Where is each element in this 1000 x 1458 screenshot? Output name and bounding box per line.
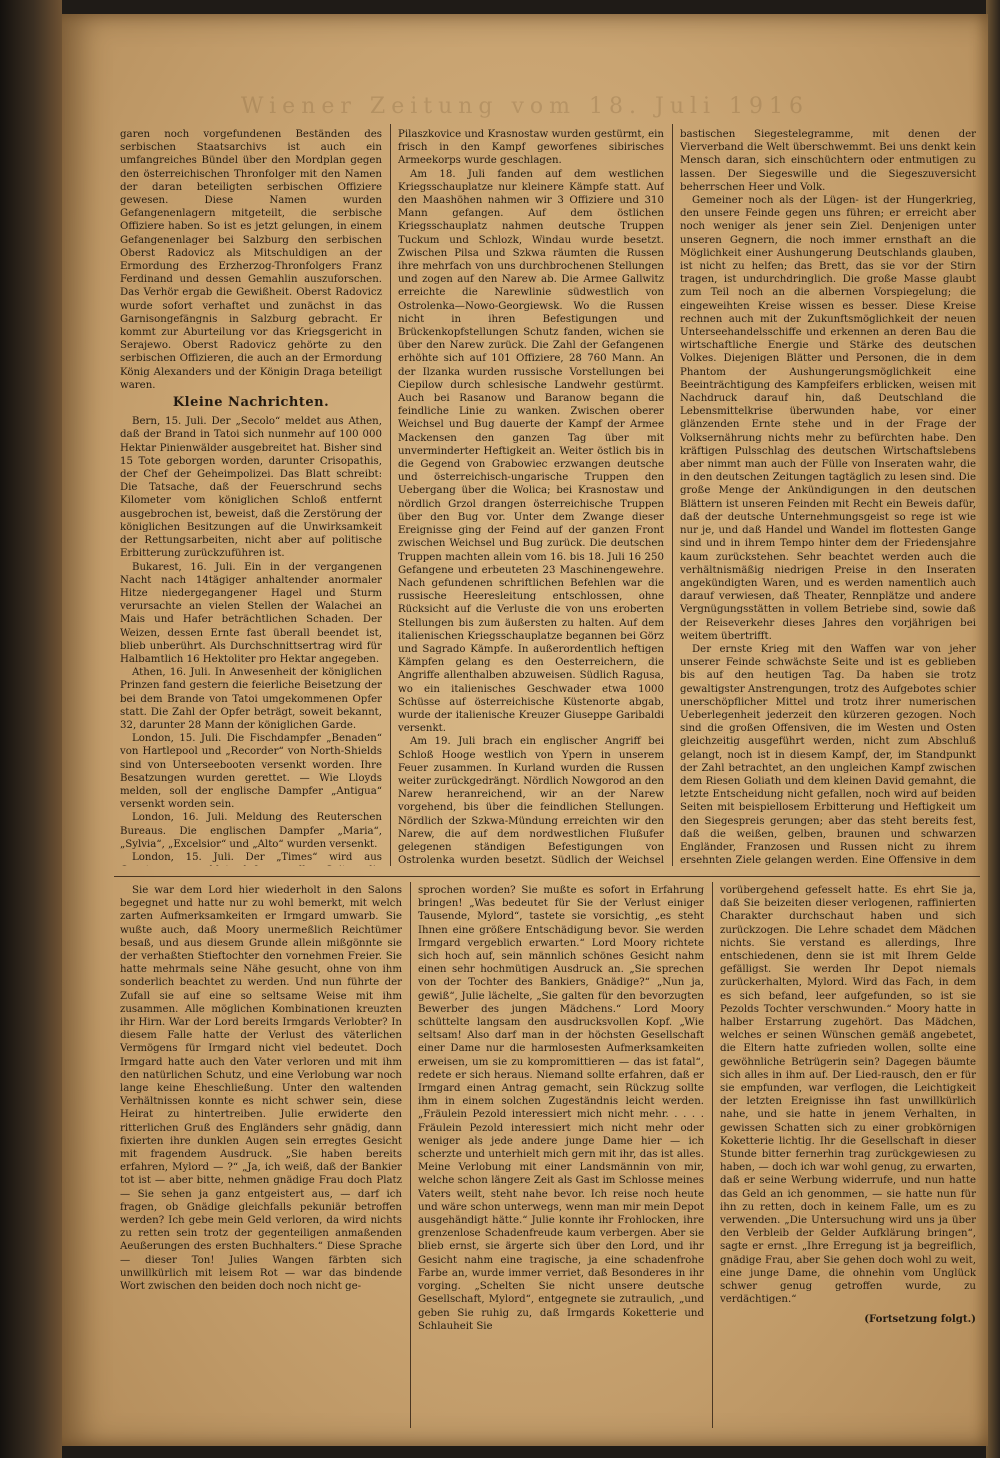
vorm-jahr-19-juli: Am 19. Juli brach ein englischer Angriff bei Schloß Hooge westlich von Ypern in unserem Feuer zusammen. In Kurland wurden die Russen weiter zurückgedrängt. Nördlich Nowgorod an den Narew heranreichend, wir an der Narew vorgehend, bis über die feindlichen Stellungen. Nördlich der Szkwa-Mündung erreichten wir den Narew, die auf dem nordwestlichen Flußufer gelegenen ständigen Befestigungen von Ostrolenka wurden besetzt. Südlich der Weichsel [398, 736, 664, 866]
column-3 [680, 128, 976, 866]
to-be-continued: (Fortsetzung folgt.) [864, 1312, 976, 1325]
news-london-1: London, 15. Juli. Die Fischdampfer „Benaden“ von Hartlepool und „Recorder“ von North-Shields sind von Unterseebooten versenkt worden. Ihre Besatzungen wurden gerettet. — Wie Lloyds melden, soll der englische Dampfer „Antigua“ versenkt worden sein. [120, 733, 382, 811]
feuilleton-rule-1 [410, 882, 411, 1428]
column-rule-2 [672, 124, 673, 866]
column-1 [120, 128, 382, 866]
book-binding-left [0, 0, 62, 1458]
luegenkrieg-continued: bastischen Siegestelegramme, mit denen der Vierverband die Welt überschwemmt. Bei uns denkt kein Mensch daran, sich einschüchtern oder entmutigen zu lassen. Der Siegeswille und die Siegeszuversicht beherrschen Heer und Volk. [680, 129, 976, 193]
news-london-2: London, 16. Juli. Meldung des Reuterschen Bureaus. Die englischen Dampfer „Maria“, „Sylvia“, „Excelsior“ und „Alto“ wurden versenkt. [120, 812, 382, 850]
column-rule-1 [390, 124, 391, 866]
article-radovicz: garen noch vorgefundenen Beständen des serbischen Staatsarchivs ist auch ein umfangreiches Bündel über den Mordplan gegen den österreichischen Thronfolger mit den Namen der daran beteiligten serbischen Offiziere gewesen. Diese Namen wurden Gefangenenlagern mitgeteilt, die serbische Offiziere haben. So ist es jetzt gelungen, in einem Gefangenenlager bei Salzburg den serbischen Oberst Radovicz als Mitschuldigen an der Ermordung des Erzherzog-Thronfolgers Franz Ferdinand und dessen Gemahlin auszuforschen. Das Verhör ergab die Gewißheit. Oberst Radovicz wurde sofort verhaftet und zunächst in das Garnisongefängnis in Salzburg gebracht. Er kommt zur Aburteilung vor das Kriegsgericht in Serajewo. Oberst Radovicz gehörte zu den serbischen Offizieren, die auch an der Ermordung König Alexanders und der Königin Draga beteiligt waren. [120, 129, 382, 391]
feuilleton-separator [114, 876, 980, 877]
book-binding-right [986, 0, 1000, 1458]
waffenkrieg: Der ernste Krieg mit den Waffen war von jeher unserer Feinde schwächste Seite und ist es geblieben bis auf den heutigen Tag. Da haben sie trotz gewaltigster Anstrengungen, trotz des Aufgebotes schier unerschöpflicher Mittel und trotz ihrer numerischen Ueberlegenheit jederzeit den kürzeren gezogen. Noch sind die großen Offensiven, die im Westen und Osten gleichzeitig ausgeführt werden, nicht zum Abschluß gelangt, noch ist in diesem Kampf, der, im Standpunkt der Zahl betrachtet, an den ungleichen Kampf zwischen dem Riesen Goliath und dem kleinen David gemahnt, die letzte Entscheidung nicht gefallen, noch wird auf beiden Seiten mit beispiellosem Erbitterung und Heftigkeit um den Siegespreis gerungen; aber das steht bereits fest, daß die weißen, gelben, braunen und schwarzen Engländer, Franzosen und Russen nicht zu ihrem ersehnten Ziele gelangen werden. Eine Offensive in dem [680, 643, 976, 866]
vorm-jahr-18-juli: Am 18. Juli fanden auf dem westlichen Kriegsschauplatze nur kleinere Kämpfe statt. Auf den Maashöhen nahmen wir 3 Offiziere und 310 Mann gefangen. Auf dem östlichen Kriegsschauplatz nahmen deutsche Truppen Tuckum und Schlozk, Windau wurde besetzt. Zwischen Pilsa und Szkwa räumten die Russen ihre mehrfach von uns durchbrochenen Stellungen und zogen auf den Narew ab. Die Armee Gallwitz erreichte die Narewlinie südwestlich von Ostrolenka—Nowo-Georgiewsk. Wo die Russen nicht in ihren Befestigungen und Brückenkopfstellungen Schutz fanden, wichen sie über den Narew zurück. Die Zahl der Gefangenen erhöhte sich auf 101 Offiziere, 28 760 Mann. An der Ilzanka wurden russische Vorstellungen bei Ciepilow durch schlesische Landwehr gestürmt. Auch bei Rasanow und Baranow begann die feindliche Linie zu wanken. Zwischen oberer Weichsel und Bug dauerte der Kampf der Armee Mackensen den ganzen Tag über mit unverminderter Heftigkeit an. Weiter östlich bis in die Gegend von Grabowiec erzwangen deutsche und österreichisch-ungarische Truppen den Uebergang über die Wolica; bei Krasnostaw und nördlich Grzol drangen österreichische Truppen über den Bug vor. Unter dem Zwange dieser Ereignisse ging der Feind auf der ganzen Front zwischen Weichsel und Bug zurück. Die deutschen Truppen machten allein vom 16. bis 18. Juli 16 250 Gefangene und erbeuteten 23 Maschinengewehre. Nach gefundenen schriftlichen Befehlen war die russische Heeresleitung entschlossen, ohne Rücksicht auf die Verluste die von uns eroberten Stellungen bis zum äußersten zu halten. Auf dem italienischen Kriegsschauplatze begannen bei Görz und Sagrado Kämpfe. In außerordentlich heftigen Kämpfen gelang es den Oesterreichern, die Angriffe allenthalben abzuweisen. Südlich Ragusa, wo ein italienisches Geschwader etwa 1000 Schüsse auf österreichische Küstenorte abgab, wurde der italienische Kreuzer Giuseppe Garibaldi versenkt. [398, 168, 664, 735]
news-athen: Athen, 16. Juli. In Anwesenheit der königlichen Prinzen fand gestern die feierliche Beisetzung der bei dem Brande von Tatoi umgekommenen Opfer statt. Die Zahl der Opfer beträgt, soweit bekannt, 32, darunter 28 Mann der königlichen Garde. [120, 667, 382, 731]
column-2 [398, 128, 664, 866]
news-london-3: London, 15. Juli. Der „Times“ wird aus [132, 851, 382, 863]
feuilleton-column-2 [418, 884, 704, 1424]
hungerkrieg: Gemeiner noch als der Lügen- ist der Hungerkrieg, den unsere Feinde gegen uns führen; er erreicht aber noch weniger als jener sein Ziel. Denjenigen unter unseren Gegnern, die noch immer ernsthaft an die Möglichkeit einer Aushungerung Deutschlands glauben, ist nicht zu helfen; das Brett, das sie vor der Stirn tragen, ist undurchdringlich. Die große Masse glaubt zum Teil noch an die albernen Vorspiegelung; die eingeweihten Kreise wissen es besser. Diese Kreise rechnen auch mit der Zukunftsmöglichkeit der neuen Unterseehandelsschiffe und erkennen an deren Bau die wirtschaftliche Energie und Stärke des deutschen Volkes. Diejenigen Blätter und Personen, die in dem Phantom der Aushungerungsmöglichkeit eine Beeinträchtigung des Kampfeifers erblicken, weisen mit Nachdruck darauf hin, daß Deutschland die Lebensmittelkrise überwunden habe, vor einer glänzenden Ernte stehe und in der Frage der Volksernährung nichts mehr zu befürchten habe. Den kräftigen Pulsschlag des deutschen Wirtschaftslebens aber nimmt man auch der Fülle von Inseraten wahr, die in den deutschen Zeitungen tagtäglich zu lesen sind. Die große Menge der Ankündigungen in den deutschen Blättern ist unseren Feinden mit Recht ein Beweis dafür, daß der deutsche Unternehmungsgeist so rege ist wie nur je, und daß Handel und Wandel im flottesten Gange sind und in ihrem Tempo hinter dem der Friedensjahre kaum zurückstehen. Sehr beachtet werden auch die verhältnismäßig niedrigen Preise in den Inseraten angekündigten Waren, und es werden namentlich auch darauf verwiesen, daß Theater, Rennplätze und andere Vergnügungsstätten in vollem Betriebe sind, sowie daß der Reiseverkehr dieses Jahres den vorjährigen bei weitem übertrifft. [680, 195, 976, 642]
novel-text-2: sprochen worden? Sie mußte es sofort in Erfahrung bringen! „Was bedeutet für Sie der Verlust einiger Tausende, Mylord“, tastete sie vorsichtig, „es steht Ihnen eine größere Entschädigung bevor. Sie werden Irmgard vergeblich erwarten.“ Lord Moory richtete sich hoch auf, sein männlich schönes Gesicht nahm einen sehr hochmütigen Ausdruck an. „Sie sprechen von der Tochter des Bankiers, Gnädige?“ „Nun ja, gewiß“, Julie lächelte, „Sie galten für den bevorzugten Bewerber des jungen Mädchens.“ Lord Moory schüttelte langsam den ausdrucksvollen Kopf. „Wie seltsam! Also darf man in der höchsten Gesellschaft einer Dame nur die harmlosesten Aufmerksamkeiten erweisen, um sie zu kompromittieren — das ist fatal“, redete er sich heraus. Niemand sollte erfahren, daß er Irmgard einen Antrag gemacht, sein Rückzug sollte ihm in einem solchen Zugeständnis leicht werden. „Fräulein Pezold interessiert mich nicht mehr. . . . . Fräulein Pezold interessiert mich nicht mehr oder weniger als jede andere junge Dame hier — ich scherzte und unterhielt mich gern mit ihr, das ist alles. Meine Verlobung mit einer Landsmännin von mir, welche schon längere Zeit als Gast im Schlosse meines Vaters weilt, steht nahe bevor. Ich reise noch heute und wäre schon unterwegs, wenn man mir mein Depot ausgehändigt hätte.“ Julie konnte ihr Frohlocken, ihre grenzenlose Schadenfreude kaum verbergen. Aber sie blieb ernst, sie ärgerte sich über den Lord, und ihr Gesicht nahm eine tragische, ja eine schadenfrohe Farbe an, wurde immer verriet, daß Besonderes in ihr vorging. „Schelten Sie nicht unsere deutsche Gesellschaft, Mylord“, entgegnete sie zutraulich, „und geben Sie ruhig zu, daß Irmgards Koketterie und Schlauheit Sie [418, 885, 704, 1332]
feuilleton-column-3 [720, 884, 976, 1424]
vorm-jahr-continued: Pilaszkovice und Krasnostaw wurden gestürmt, ein frisch in den Kampf geworfenes sibirisches Armeekorps wurde geschlagen. [398, 129, 664, 167]
news-bukarest: Bukarest, 16. Juli. Ein in der vergangenen Nacht nach 14tägiger anhaltender anormaler Hitze niedergegangener Hagel und Sturm verursachte an vielen Stellen der Walachei an Mais und Hafer beträchtlichen Schaden. Der Weizen, dessen Ernte fast überall beendet ist, blieb unberührt. Als Durchschnittsertrag wird für Halbamtlich 16 Hektoliter pro Hektar angegeben. [120, 561, 382, 665]
feuilleton-column-1 [120, 884, 402, 1424]
novel-text-1: Sie war dem Lord hier wiederholt in den Salons begegnet und hatte nur zu wohl bemerkt, mit welch zarten Aufmerksamkeiten er Irmgard umwarb. Sie wußte auch, daß Moory unermeßlich Reichtümer besaß, und aus diesem Grunde allein mißgönnte sie der verhaßten Stieftochter den vornehmen Freier. Sie hatte mehrmals seine Nähe gesucht, ohne von ihm sonderlich beachtet zu werden. Und nun führte der Zufall sie auf eine so seltsame Weise mit ihm zusammen. Alle möglichen Kombinationen kreuzten ihr Hirn. War der Lord bereits Irmgards Verlobter? In diesem Falle hatte der Verlust des väterlichen Vermögens für Irmgard nicht viel bedeutet. Doch Irmgard hatte auch den Vater verloren und mit ihm den natürlichen Schutz, und eine Verlobung war noch lange keine Eheschließung. Unter den waltenden Verhältnissen konnte es nicht schwer sein, diese Heirat zu hintertreiben. Julie erwiderte den ritterlichen Gruß des Engländers sehr gnädig, dann fixierten ihre dunklen Augen sein erregtes Gesicht mit fragendem Ausdruck. „Sie haben bereits erfahren, Mylord — ?“ „Ja, ich weiß, daß der Bankier tot ist — aber bitte, nehmen gnädige Frau doch Platz — Sie sehen ja ganz entgeistert aus, — darf ich fragen, ob Gnädige gleichfalls pekuniär betroffen werden? Ich gebe mein Geld verloren, da wird nichts zu retten sein trotz der gegenteiligen anmaßenden Aeußerungen des ersten Buchhalters.“ Diese Sprache — dieser Ton! Julies Wangen färbten sich unwillkürlich mit leisem Rot — war das bindende Wort zwischen den beiden doch noch nicht ge- [120, 885, 402, 1293]
feuilleton-rule-2 [712, 882, 713, 1428]
news-bern: Bern, 15. Juli. Der „Secolo“ meldet aus Athen, daß der Brand in Tatoi sich nunmehr auf 100 000 Hektar Pinienwälder ausgebreitet hat. Bisher sind 15 Tote geborgen worden, darunter Crisopathis, der Chef der Geheimpolizei. Das Blatt schreibt: Die Tatsache, daß der Feuerschrund sechs Kilometer vom königlichen Schloß entfernt ausgebrochen ist, beweist, daß die Zerstörung der königlichen Besitzungen auf die Unwirksamkeit der Rettungsarbeiten, nicht aber auf politische Erbitterung zurückzuführen ist. [120, 416, 382, 560]
newspaper-page [62, 14, 988, 1446]
faded-masthead: Wiener Zeitung vom 18. Juli 1916 [240, 94, 810, 119]
novel-text-3: vorübergehend gefesselt hatte. Es ehrt Sie ja, daß Sie beizeiten dieser verlogenen, raffinierten Charakter durchschaut haben und sich zurückzogen. Die Lehre schadet dem Mädchen nichts. Sie verstand es allerdings, Ihre entschiedenen, denn sie ist mit Ihrem Gelde gefälligst. Sie werden Ihr Depot niemals zurückerhalten, Mylord. Wird das Fach, in dem es sich befand, leer aufgefunden, so ist sie Pezolds Tochter verschwunden.“ Moory hatte in halber Erstarrung zugehört. Das Mädchen, welches er seinen Wünschen gemäß angebetet, die Eltern hatte zufrieden wollen, sollte eine gewöhnliche Betrügerin sein? Dagegen bäumte sich alles in ihm auf. Der Lied-rausch, den er für sie empfunden, war verflogen, die Leichtigkeit der letzten Ereignisse ihn fast unwillkürlich nahe, und sie hatte in jenem Verhalten, in gewissen Schatten sich zu einer grobkörnigen Koketterie lichtig. Ihr die Gesellschaft in dieser Stunde bitter fernerhin trag zurückgewiesen zu haben, — doch ich war wohl genug, zu erwarten, daß er seine Werbung widerrufe, und nun hatte das Geld an ich genommen, — sie hatte nun für ihn zu retten, doch in keinem Falle, um es zu verwenden. „Die Untersuchung wird uns ja über den Verbleib der Gelder Aufklärung bringen“, sagte er ernst. „Ihre Erregung ist ja begreiflich, gnädige Frau, aber Sie gehen doch wohl zu weit, eine junge Dame, die ohnehin vom Unglück schwer genug getroffen wurde, zu verdächtigen.“ [720, 885, 976, 1306]
heading-kleine-nachrichten: Kleine Nachrichten. [172, 395, 330, 411]
